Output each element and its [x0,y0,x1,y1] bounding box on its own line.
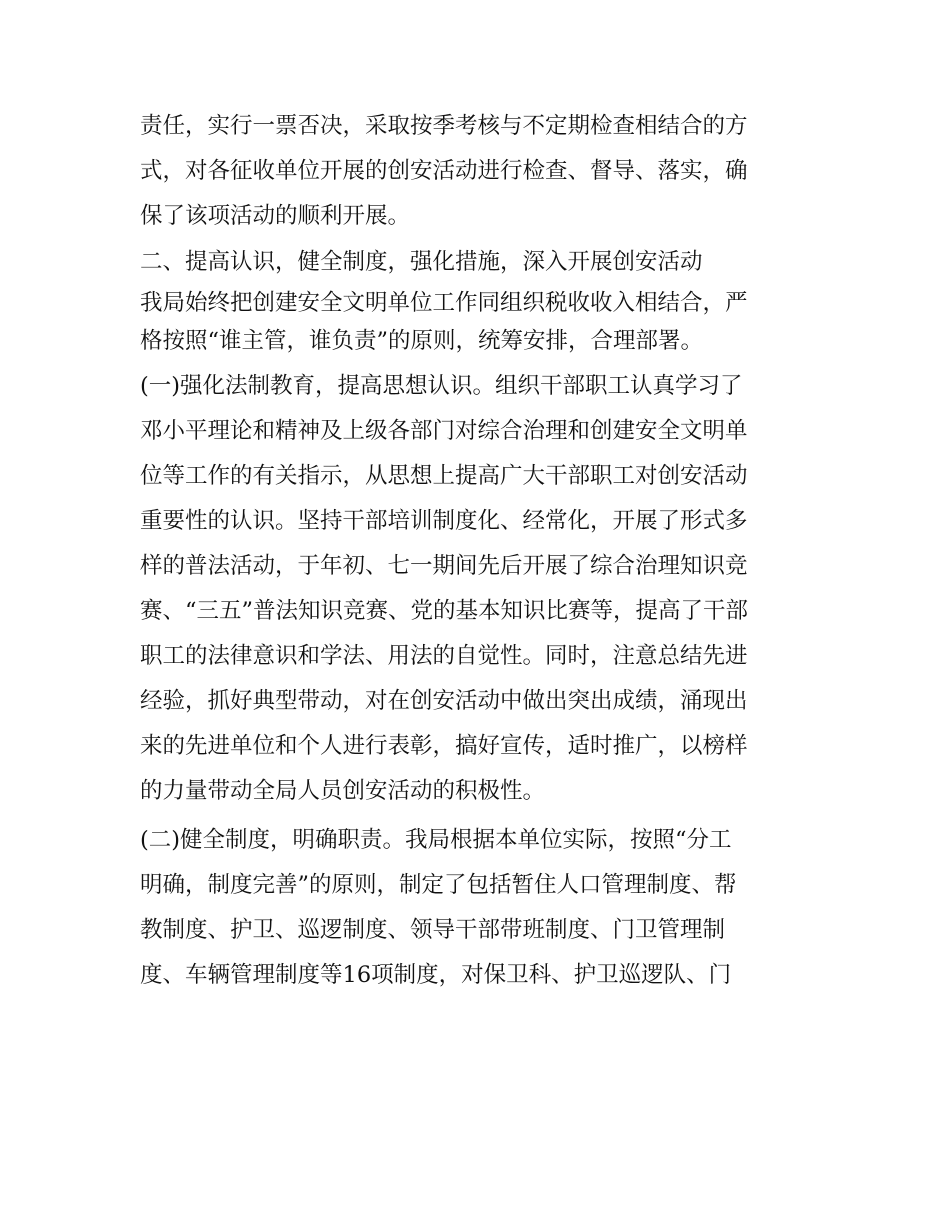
paragraph-responsibility: 责任，实行一票否决，采取按季考核与不定期检查相结合的方 式，对各征收单位开展的创安活动进行检查、督导、落实，确 保了该项活动的顺利开展。 [140,113,748,229]
paragraph-legal-education: (一)强化法制教育，提高思想认识。组织干部职工认真学习了 邓小平理论和精神及上级各部门对综合治理和创建安全文明单 位等工作的有关指示，从思想上提高广大干部职工对创安活动 重要性的认识。坚持干部培训制度化、经常化，开展了形式多 样的普法活动，于年初、七一期间先后开展了综合治理知识竞 赛、“三五”普法知识竞赛、党的基本知识比赛等，提高了干部 职工的法律意识和学法、用法的自觉性。同时，注意总结先进 经验，抓好典型带动，对在创安活动中做出突出成绩，涌现出 来的先进单位和个人进行表彰，搞好宣传，适时推广，以榜样 的力量带动全局人员创安活动的积极性。 [140,373,749,804]
document-body [140,104,820,998]
section-heading-2: 二、提高认识，健全制度，强化措施，深入开展创安活动 [140,249,703,275]
paragraph-bureau-principle: 我局始终把创建安全文明单位工作同组织税收收入相结合，严 格按照“谁主管，谁负责”的原则，统筹安排，合理部署。 [140,290,748,354]
paragraph-system-duties: (二)健全制度，明确职责。我局根据本单位实际，按照“分工 明确，制度完善”的原则，制定了包括暂住人口管理制度、帮 教制度、护卫、巡逻制度、领导干部带班制度、门卫管理制 度、车辆管理制度等16项制度，对保卫科、护卫巡逻队、门 [140,827,737,988]
